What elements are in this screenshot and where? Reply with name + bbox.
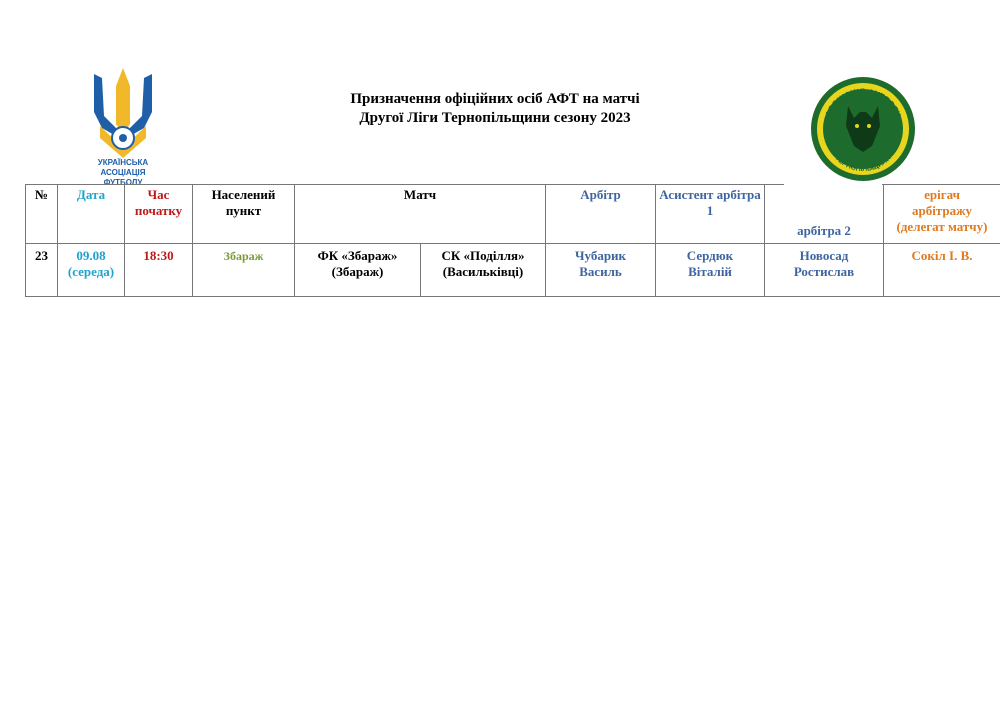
header-referee: Арбітр: [546, 185, 656, 244]
header-inspector-line-2: арбітражу: [911, 203, 973, 218]
referee-first-name: Василь: [579, 264, 622, 279]
title-line-1: Призначення офіційних осіб АФТ на матчі: [350, 91, 640, 107]
referee-last-name: Чубарик: [574, 248, 627, 263]
uaf-text-1: УКРАЇНСЬКА: [97, 158, 149, 167]
tern-text-bottom: ТЕРНОПІЛЬЩИНИ: [833, 154, 893, 174]
title-line-2: Другої Ліги Тернопільщини сезону 2023: [359, 110, 631, 126]
assistant1-first-name: Віталій: [688, 264, 732, 279]
trident-shield-icon: [94, 68, 152, 158]
uaf-text-2: АСОЦІАЦІЯ: [100, 168, 146, 177]
header-date: Дата: [58, 185, 125, 244]
assistant2-last-name: Новосад: [799, 248, 849, 263]
cell-away-team: [421, 244, 546, 297]
page-title: [300, 90, 690, 128]
header-assistant-2: арбітра 2: [765, 185, 884, 244]
assistant1-last-name: Сердюк: [686, 248, 734, 263]
away-team-city: (Васильківці): [442, 264, 524, 279]
header-inspector: [884, 185, 1000, 244]
cell-assistant-1: [656, 244, 765, 297]
cell-no: 23: [26, 244, 58, 297]
tern-text-top: АСОЦІАЦІЯ ФУТБОЛУ: [823, 86, 903, 119]
cell-assistant-2: [765, 244, 884, 297]
cell-referee: [546, 244, 656, 297]
header-assistant-1: Асистент арбітра 1: [656, 185, 765, 244]
assistant2-first-name: Ростислав: [793, 264, 855, 279]
header-inspector-line-3: (делегат матчу): [896, 219, 988, 234]
away-team-name: СК «Поділля»: [441, 248, 525, 263]
cell-home-team: [295, 244, 421, 297]
ternopil-logo: [810, 76, 916, 182]
header-place: Населений пункт: [193, 185, 295, 244]
home-team-name: ФК «Збараж»: [317, 248, 398, 263]
cell-date-weekday: (середа): [67, 264, 115, 279]
uaf-logo: [80, 66, 166, 188]
table-row: [26, 244, 1000, 297]
cell-place: Збараж: [193, 244, 295, 297]
logo-overlap-area: [784, 184, 882, 206]
home-team-city: (Збараж): [331, 264, 384, 279]
header-no: №: [26, 185, 58, 244]
cell-date-day: 09.08: [76, 248, 106, 263]
cell-inspector: Сокіл І. В.: [884, 244, 1000, 297]
header-match: Матч: [295, 185, 546, 244]
uaf-text-3: ФУТБОЛУ: [103, 178, 143, 187]
cell-time: 18:30: [125, 244, 193, 297]
header-inspector-line-1: ерігач: [924, 187, 960, 202]
cell-date: [58, 244, 125, 297]
header-time: Час початку: [125, 185, 193, 244]
